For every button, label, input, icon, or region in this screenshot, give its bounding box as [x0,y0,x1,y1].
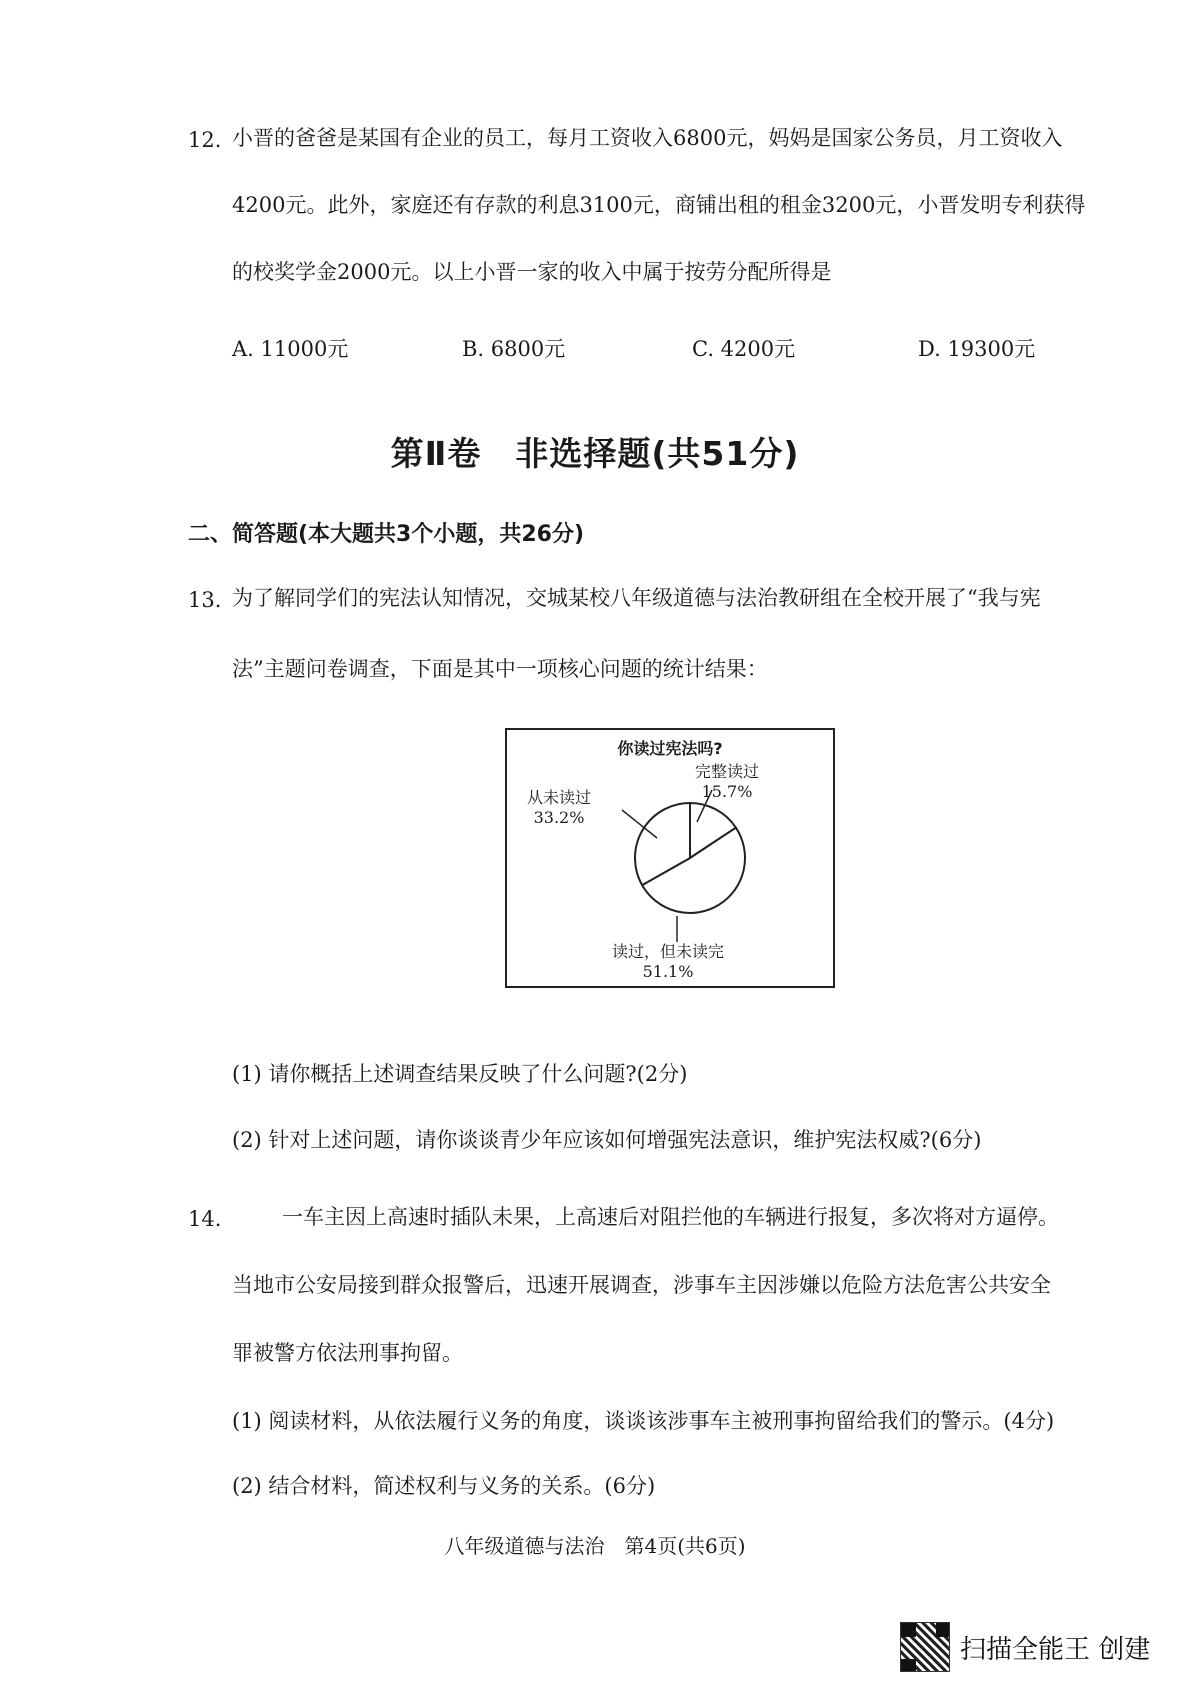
slice-name-never: 从未读过 [527,788,592,807]
q14-line-2: 当地市公安局接到群众报警后，迅速开展调查，涉事车主因涉嫌以危险方法危害公共安全 [232,1273,1051,1297]
slice-label-complete [695,762,759,802]
slice-value-complete: 15.7% [701,782,753,801]
slice-value-never: 33.2% [533,808,585,827]
q13-line-2: 法”主题问卷调查，下面是其中一项核心问题的统计结果： [232,657,768,681]
chart-title: 你读过宪法吗? [617,739,723,758]
q13-number: 13. [188,588,222,612]
q14-line-1: 一车主因上高速时插队未果，上高速后对阻拦他的车辆进行报复，多次将对方逼停。 [282,1205,1059,1229]
q13-line-1: 为了解同学们的宪法认知情况，交城某校八年级道德与法治教研组在全校开展了“我与宪 [232,586,1041,610]
scanner-watermark [900,1622,1150,1672]
slice-label-never [527,788,591,828]
q12-line-1: 小晋的爸爸是某国有企业的员工，每月工资收入6800元，妈妈是国家公务员，月工资收入 [232,126,1063,150]
q13-sub2: (2) 针对上述问题，请你谈谈青少年应该如何增强宪法意识，维护宪法权威?(6分) [232,1128,982,1152]
q13-sub1: (1) 请你概括上述调查结果反映了什么问题?(2分) [232,1062,688,1086]
q14-sub1: (1) 阅读材料，从依法履行义务的角度，谈谈该涉事车主被刑事拘留给我们的警示。(4分) [232,1409,1055,1433]
option-a: A. 11000元 [232,337,349,361]
option-d: D. 19300元 [918,337,1036,361]
option-b: B. 6800元 [462,337,566,361]
section-title: 第Ⅱ卷 非选择题(共51分) [390,434,800,473]
q12-line-2: 4200元。此外，家庭还有存款的利息3100元，商铺出租的租金3200元，小晋发明专利获得 [232,193,1086,217]
watermark-text: 扫描全能王 创建 [960,1634,1151,1665]
q14-number: 14. [188,1207,222,1231]
slice-name-partial: 读过，但未读完 [612,942,725,961]
part-heading: 二、简答题(本大题共3个小题，共26分) [188,522,585,547]
q12-line-3: 的校奖学金2000元。以上小晋一家的收入中属于按劳分配所得是 [232,260,832,284]
slice-value-partial: 51.1% [642,962,694,981]
pie-chart [505,728,835,988]
option-c: C. 4200元 [692,337,796,361]
slice-label-partial [612,942,724,982]
q14-line-3: 罪被警方依法刑事拘留。 [232,1341,463,1365]
qr-code-icon [900,1622,950,1672]
q12-number: 12. [188,128,222,152]
slice-name-complete: 完整读过 [695,762,760,781]
page-footer: 八年级道德与法治 第4页(共6页) [444,1534,746,1558]
q14-sub2: (2) 结合材料，简述权利与义务的关系。(6分) [232,1474,656,1498]
